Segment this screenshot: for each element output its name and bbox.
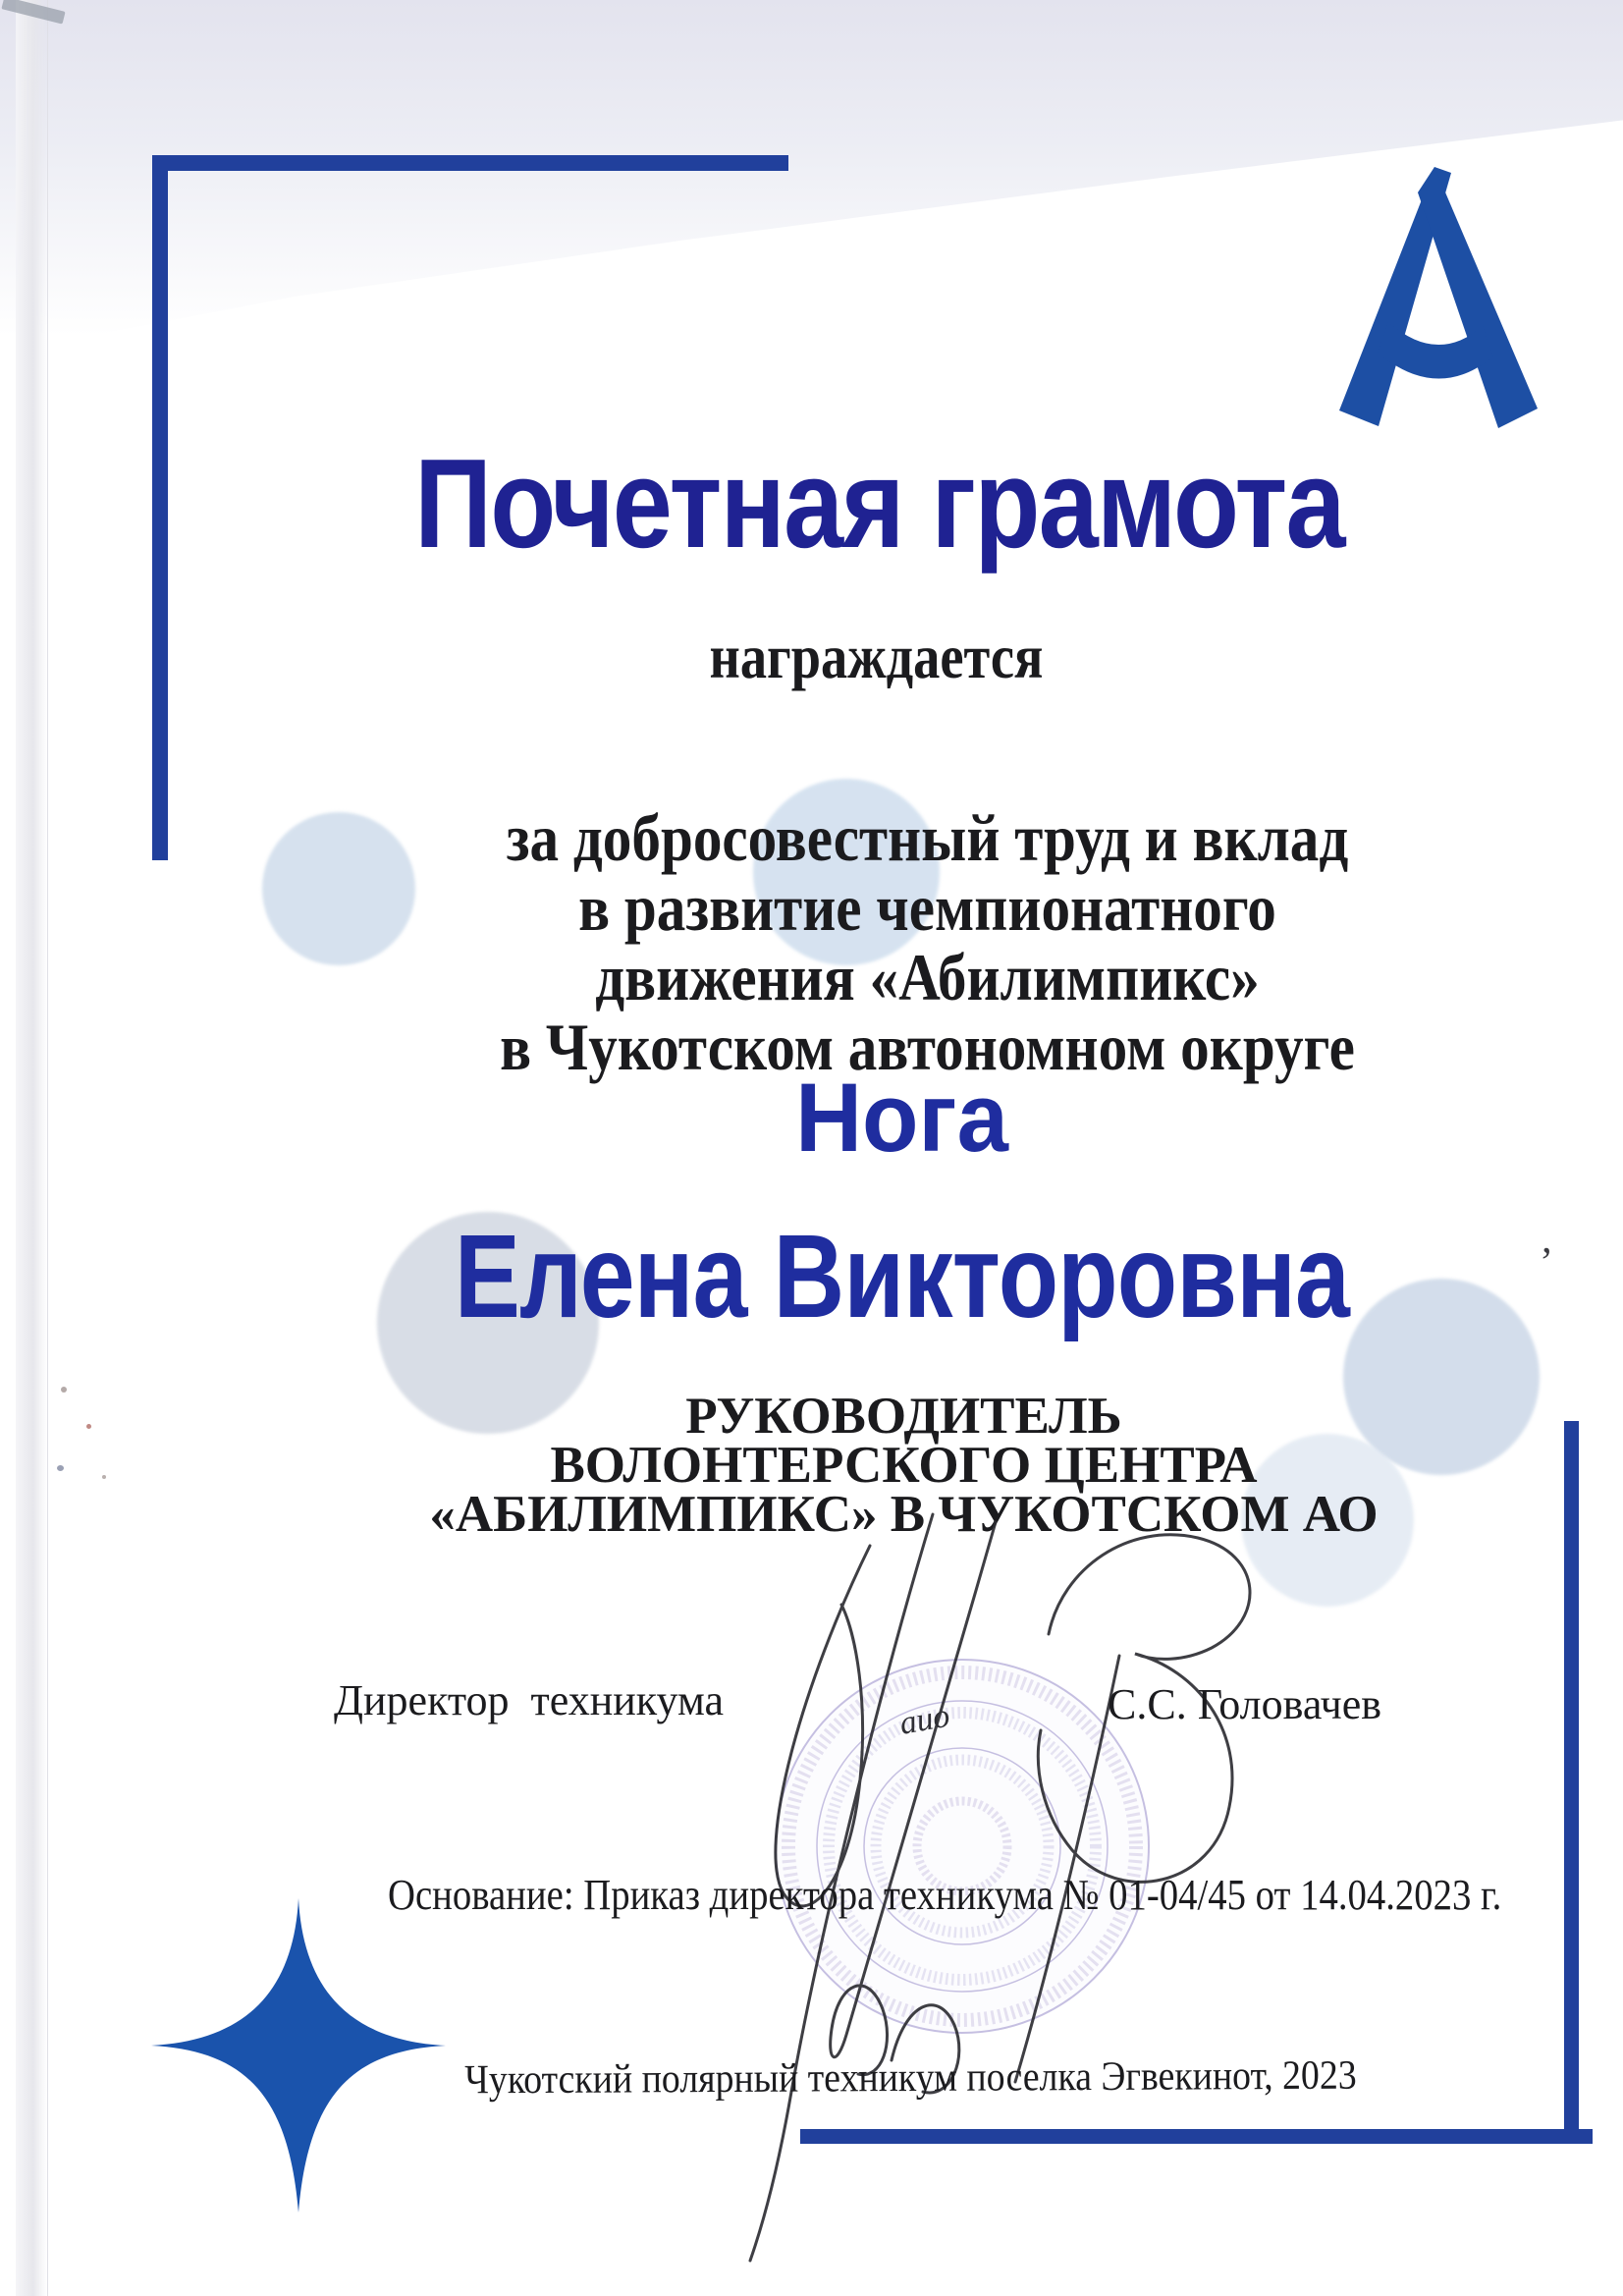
recipient-surname: Нога xyxy=(795,1063,1008,1172)
basis-line: Основание: Приказ директора техникума № 01-04/45 от 14.04.2023 г. xyxy=(388,1871,1502,1919)
four-point-star-icon xyxy=(149,1898,448,2213)
position-line: ВОЛОНТЕРСКОГО ЦЕНТРА xyxy=(550,1437,1258,1494)
award-word: награждается xyxy=(709,622,1044,691)
stray-apostrophe: ’ xyxy=(1540,1240,1553,1285)
signatory-name: С.С. Головачев xyxy=(1108,1680,1382,1728)
scan-speck xyxy=(61,1387,67,1393)
reason-line: в развитие чемпионатного xyxy=(578,870,1276,945)
scan-speck xyxy=(57,1465,64,1471)
scan-speck xyxy=(86,1424,91,1429)
reason-line: в Чукотском автономном округе xyxy=(500,1010,1355,1084)
abilympics-a-logo-icon xyxy=(1333,167,1542,428)
top-left-bracket-horizontal xyxy=(152,155,788,171)
footer-line: Чукотский полярный техникум поселка Эгвекинот, 2023 xyxy=(464,2052,1357,2104)
position-line: «АБИЛИМПИКС» В ЧУКОТСКОМ АО xyxy=(429,1486,1379,1543)
reason-text xyxy=(221,800,1623,1084)
signatory-role: Директор техникума xyxy=(334,1676,725,1724)
reason-line: за добросовестный труд и вклад xyxy=(506,800,1349,875)
top-left-bracket-vertical xyxy=(152,155,168,860)
signature-squiggle-text: аио xyxy=(896,1697,953,1742)
position-line: РУКОВОДИТЕЛЬ xyxy=(685,1388,1122,1445)
scan-left-edge xyxy=(16,0,48,2296)
certificate-title: Почетная грамота xyxy=(414,433,1344,574)
reason-line: движения «Абилимпикс» xyxy=(595,940,1260,1014)
recipient-given-names: Елена Викторовна xyxy=(454,1209,1350,1342)
